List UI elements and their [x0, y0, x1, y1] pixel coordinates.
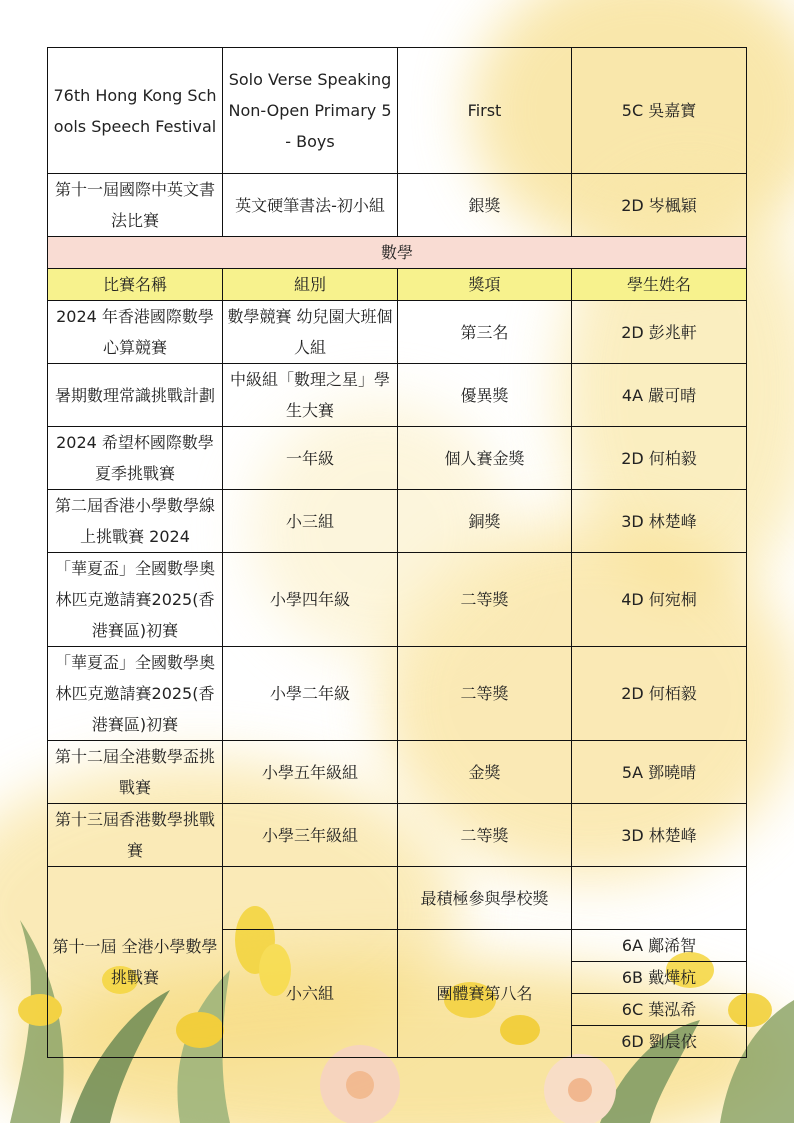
category-cell: 小學三年級組	[223, 804, 398, 867]
award-cell: 二等獎	[398, 553, 572, 647]
section-title: 數學	[48, 237, 747, 269]
table-row	[48, 741, 747, 804]
competition-cell: 暑期數理常識挑戰計劃	[48, 364, 223, 427]
category-cell: 小六組	[223, 930, 398, 1058]
category-cell: 英文硬筆書法-初小組	[223, 174, 398, 237]
awards-table	[47, 47, 747, 1058]
competition-cell: 第十一屆 全港小學數學挑戰賽	[48, 867, 223, 1058]
student-cell: 3D 林楚峰	[572, 804, 747, 867]
award-cell: First	[398, 48, 572, 174]
table-row	[48, 867, 747, 930]
header-competition: 比賽名稱	[48, 269, 223, 301]
category-cell: Solo Verse Speaking Non-Open Primary 5 - Boys	[223, 48, 398, 174]
student-cell: 5C 吳嘉寶	[572, 48, 747, 174]
category-cell: 小學五年級組	[223, 741, 398, 804]
student-cell: 6B 戴燁杭	[572, 962, 747, 994]
award-cell: 二等獎	[398, 804, 572, 867]
table-row	[48, 301, 747, 364]
category-cell-empty	[223, 867, 398, 930]
category-cell: 小學二年級	[223, 647, 398, 741]
student-cell: 2D 彭兆軒	[572, 301, 747, 364]
student-cell: 4D 何宛桐	[572, 553, 747, 647]
student-cell-empty	[572, 867, 747, 930]
student-cell: 2D 何柏毅	[572, 427, 747, 490]
student-cell: 2D 岑楓穎	[572, 174, 747, 237]
student-cell: 5A 鄧曉晴	[572, 741, 747, 804]
competition-cell: 「華夏盃」全國數學奧林匹克邀請賽2025(香港賽區)初賽	[48, 647, 223, 741]
table-row	[48, 804, 747, 867]
student-cell: 6C 葉泓希	[572, 994, 747, 1026]
award-cell: 銅獎	[398, 490, 572, 553]
student-cell: 3D 林楚峰	[572, 490, 747, 553]
competition-cell: 2024 希望杯國際數學夏季挑戰賽	[48, 427, 223, 490]
competition-cell: 第十一屆國際中英文書法比賽	[48, 174, 223, 237]
competition-cell: 76th Hong Kong Schools Speech Festival	[48, 48, 223, 174]
award-cell: 二等獎	[398, 647, 572, 741]
table-row	[48, 174, 747, 237]
table-row	[48, 427, 747, 490]
table-row	[48, 364, 747, 427]
header-award: 獎項	[398, 269, 572, 301]
competition-cell: 2024 年香港國際數學心算競賽	[48, 301, 223, 364]
header-student: 學生姓名	[572, 269, 747, 301]
table-row	[48, 48, 747, 174]
student-cell: 6D 劉晨依	[572, 1026, 747, 1058]
award-cell: 金獎	[398, 741, 572, 804]
competition-cell: 第十三屆香港數學挑戰賽	[48, 804, 223, 867]
section-header-row	[48, 237, 747, 269]
header-category: 組別	[223, 269, 398, 301]
column-header-row	[48, 269, 747, 301]
award-cell: 個人賽金獎	[398, 427, 572, 490]
table-row	[48, 553, 747, 647]
award-cell: 優異獎	[398, 364, 572, 427]
competition-cell: 「華夏盃」全國數學奧林匹克邀請賽2025(香港賽區)初賽	[48, 553, 223, 647]
student-cell: 2D 何栢毅	[572, 647, 747, 741]
award-cell: 銀獎	[398, 174, 572, 237]
table-row	[48, 647, 747, 741]
category-cell: 數學競賽 幼兒園大班個人組	[223, 301, 398, 364]
student-cell: 6A 鄺浠智	[572, 930, 747, 962]
competition-cell: 第二屆香港小學數學線上挑戰賽 2024	[48, 490, 223, 553]
competition-cell: 第十二屆全港數學盃挑戰賽	[48, 741, 223, 804]
category-cell: 小學四年級	[223, 553, 398, 647]
category-cell: 中級組「數理之星」學生大賽	[223, 364, 398, 427]
student-cell: 4A 嚴可晴	[572, 364, 747, 427]
table-row	[48, 490, 747, 553]
category-cell: 一年級	[223, 427, 398, 490]
award-cell: 團體賽第八名	[398, 930, 572, 1058]
award-cell: 第三名	[398, 301, 572, 364]
award-cell: 最積極參與學校獎	[398, 867, 572, 930]
category-cell: 小三組	[223, 490, 398, 553]
